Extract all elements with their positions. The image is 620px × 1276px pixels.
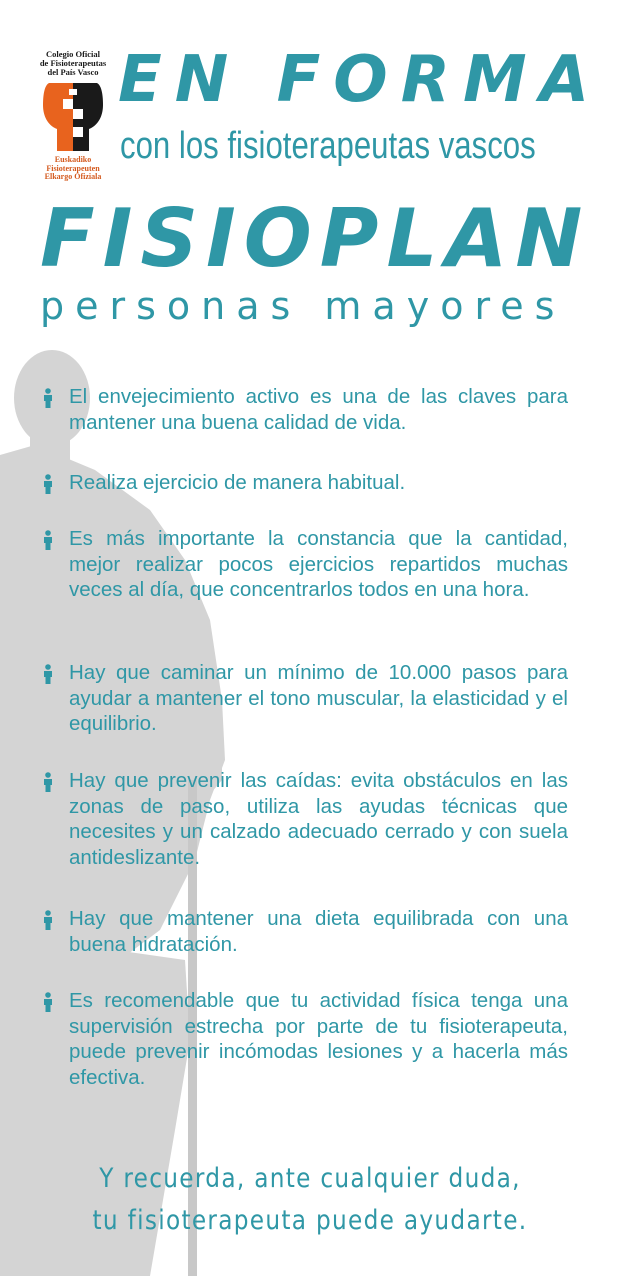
closing-line-2: tu fisioterapeuta puede ayudarte. [92, 1205, 528, 1236]
plan-subtitle: personas mayores [40, 284, 566, 328]
person-icon [42, 772, 54, 792]
logo-bottom-text: Euskadiko Fisioterapeuten Elkargo Ofiziala [44, 155, 102, 181]
person-icon [42, 530, 54, 550]
plan-title: FISIOPLAN [40, 192, 591, 285]
closing-line-1: Y recuerda, ante cualquier duda, [99, 1163, 521, 1194]
tip-text: Realiza ejercicio de manera habitual. [69, 471, 406, 494]
tip-text: Es más importante la constancia que la cantidad, mejor realizar pocos ejercicios repartidos muchas veces al día, que concentrarlos todos en una hora. [69, 527, 568, 601]
tip-text: Es recomendable que tu actividad física tenga una supervisión estrecha por parte de tu fisioterapeuta, puede prevenir incómodas lesiones y a hacerla más efectiva. [69, 989, 568, 1089]
logo-top-text: Colegio Oficial de Fisioterapeutas del País Vasco [39, 49, 107, 77]
tip-text: Hay que mantener una dieta equilibrada con una buena hidratación. [69, 907, 568, 956]
person-icon [42, 474, 54, 494]
keyhole-logo-icon [43, 79, 103, 155]
tip-text: Hay que prevenir las caídas: evita obstáculos en las zonas de paso, utiliza las ayudas técnicas que necesites y un calzado adecuado cerrado y con suela antideslizante. [69, 769, 568, 869]
tip-text: Hay que caminar un mínimo de 10.000 pasos para ayudar a mantener el tono muscular, la elasticidad y el equilibrio. [69, 661, 568, 735]
college-logo [32, 50, 114, 182]
main-title: EN FORMA [118, 43, 603, 117]
main-subtitle: con los fisioterapeutas vascos [120, 125, 536, 167]
person-icon [42, 388, 54, 408]
person-icon [42, 992, 54, 1012]
tip-text: El envejecimiento activo es una de las claves para mantener una buena calidad de vida. [69, 385, 568, 434]
person-icon [42, 910, 54, 930]
closing-message [0, 1158, 620, 1242]
person-icon [42, 664, 54, 684]
